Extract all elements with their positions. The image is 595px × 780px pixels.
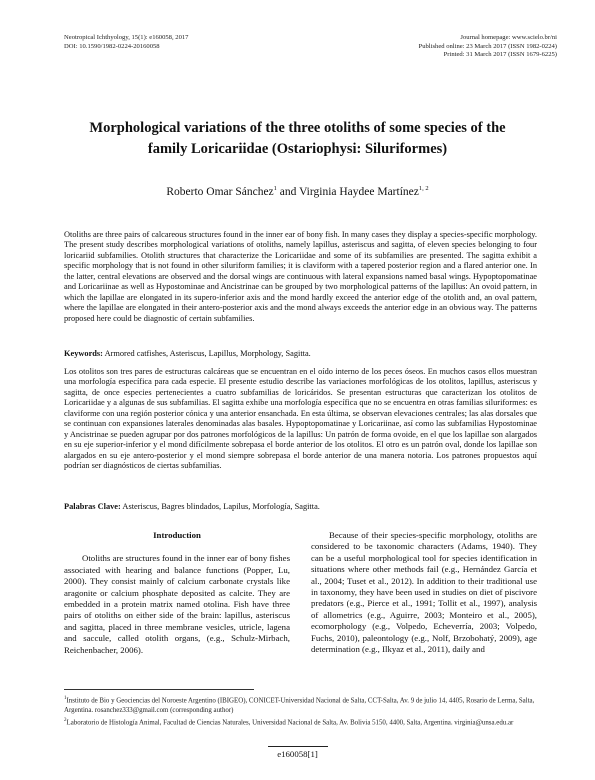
footnote-2-mark: 2 [64, 717, 67, 723]
palabras-clave-label: Palabras Clave: [64, 502, 121, 511]
left-column [64, 530, 290, 656]
author-1-affiliation-mark: 1 [273, 185, 277, 192]
page-number-text: e160058[1] [268, 746, 328, 759]
footnote-1-mark: 1 [64, 696, 67, 701]
author-connector: and [279, 185, 297, 198]
header-left [64, 34, 188, 51]
paper-title-line-2: family Loricariidae (Ostariophysi: Siluriformes) [147, 141, 448, 157]
keywords [64, 349, 537, 359]
header-right [419, 34, 557, 60]
journal-citation: Neotropical Ichthyology, 15(1): e160058, 2017 [64, 34, 189, 41]
page-number [0, 746, 595, 759]
keywords-label: Keywords: [64, 349, 103, 358]
author-2: Virginia Haydee Martínez [299, 185, 419, 198]
palabras-clave-text: Asteriscus, Bagres blindados, Lapilus, Morfología, Sagitta. [122, 502, 320, 511]
paper-title [56, 118, 539, 160]
footnote-1 [64, 694, 537, 715]
affiliation-footnotes [64, 694, 537, 728]
introduction-heading: Introduction [153, 530, 201, 540]
footnote-2 [64, 716, 537, 728]
author-1: Roberto Omar Sánchez [166, 185, 274, 198]
printed-date: Printed: 31 March 2017 (ISSN 1679-6225) [443, 51, 557, 59]
right-column [311, 530, 537, 655]
introduction-paragraph-right: Because of their species-specific morphology, otoliths are considered to be taxonomic characters (Adams, 1940). They can be a useful morphological tool for species identification in situations where other methods fail (e.g., Hernández García et al., 2004; Tuset et al., 2012). In addition to their traditional use in taxonomy, they have been used in studies on diet of piscivore predators (e.g., Pierce et al., 1991; Tollit et al., 1997), analysis of allometrics (e.g., Aguirre, 2003; Monteiro et al., 2005), ecomorphology (e.g., Volpedo, Echeverría, 2003; Volpedo, Fuchs, 2010), paleontology (e.g., Nolf, Brzobohatý, 2009), age determination (e.g., Ilkyaz et al., 2011), daily and [311, 530, 537, 655]
palabras-clave [64, 502, 537, 512]
doi[interactable]: DOI: 10.1590/1982-0224-20160058 [64, 42, 160, 50]
published-online-date: Published online: 23 March 2017 (ISSN 1982-0224) [418, 42, 557, 50]
author-2-affiliation-mark: 1, 2 [418, 185, 429, 192]
journal-homepage[interactable]: Journal homepage: www.scielo.br/ni [460, 34, 557, 41]
footnote-1-text: Instituto de Bio y Geociencias del Noroeste Argentino (IBIGEO), CONICET-Universidad Nacional de Salta, CCT-Salta, Av. 9 de julio 14, 4405, Rosario de Lerma, Salta, Argentina. rosanchez333@gmail.com (corresponding author) [64, 697, 535, 714]
introduction-paragraph-left: Otoliths are structures found in the inner ear of bony fishes associated with hearing and balance functions (Popper, Lu, 2000). They consist mainly of calcium carbonate crystals like aragonite or calcium phosphate deposited as calcite. They are embedded in a protein matrix named otolina. Fish have three pairs of otoliths on either side of the brain: lapillus, asteriscus and sagitta, placed in three membrane vesicles, utricle, lagena and saccule, called otolith organs, (e.g., Schulz-Mirbach, Reichenbacher, 2006). [64, 553, 290, 655]
footnote-divider [64, 689, 254, 690]
resumen: Los otolitos son tres pares de estructuras calcáreas que se encuentran en el oído interno de los peces óseos. En muchos casos ellos muestran una morfología específica para cada especie. El presente estudio describe las variaciones morfológicas de los otolitos, lapillus, asteriscus y sagitta, de once especies pertenecientes a cuatro subfamilias de loricáridos. Se presentan estructuras que caracterizan los otolitos de Loricariidae y a algunas de sus subfamilias. El sagitta exhibe una morfología específica que no se encuentra en otras familias siluriformes: es claviforme con una región posterior cónica y una anterior ensanchada. En esta última, se observan elevaciones centrales; las alas dorsales que se continuan con expansiones laterales denominadas alas basales. Hypoptopomatinae y Loricariinae, así como las subfamilias Hypostominae y Ancistrinae se pueden agrupar por dos patrones morfológicos de la lapillus: Un patrón de forma ovoide, en el que los lapillae son alargados en su eje superior-inferior y el mond difícilmente sobrepasa el borde anterior de los otolitos. El otro es un patrón oval, donde los lapillae son alargados en su eje antero-posterior y el mond siempre sobrepasa el borde anterior de una manera notoria. Los patrones propuestos aquí podrían ser diagnósticos de ciertas subfamilias. [64, 367, 537, 471]
abstract: Otoliths are three pairs of calcareous structures found in the inner ear of bony fish. In many cases they display a species-specific morphology. The present study describes morphological variations of otoliths, namely lapillus, asteriscus and sagitta, of eleven species belonging to four loricariid subfamilies. Otolith structures that characterize the Loricariidae and some of its subfamilies are presented. The sagitta exhibit a specific morphology that is not found in other siluriform families; it is claviform with a tapered posterior region and a flared anterior one. In the latter, central elevations are observed and the dorsal wings are continuous with lateral expansions named basal wings. Hypoptopomatinae and Loricariinae as well as Hypostominae and Ancistrinae can be grouped by two morphological patterns of the lapillus: An ovoid pattern, in which the lapillae are elongated in its supero-inferior axis and the mond hardly exceed the anterior edge of the otolith and, an oval pattern, where the lapillae are elongated in their antero-posterior axis and the mond always exceeds the anterior edge in an obvious way. The patterns proposed here could be diagnostic of certain subfamilies. [64, 230, 537, 323]
footnote-2-text: Laboratorio de Histología Animal, Facultad de Ciencias Naturales, Universidad Nacional de Salta, Av. Bolivia 5150, 4400, Salta, Argentina. virginia@unsa.edu.ar [66, 719, 514, 726]
paper-title-line-1: Morphological variations of the three otoliths of some species of the [89, 120, 506, 136]
keywords-text: Armored catfishes, Asteriscus, Lapillus, Morphology, Sagitta. [104, 349, 311, 358]
author-list [60, 182, 535, 199]
